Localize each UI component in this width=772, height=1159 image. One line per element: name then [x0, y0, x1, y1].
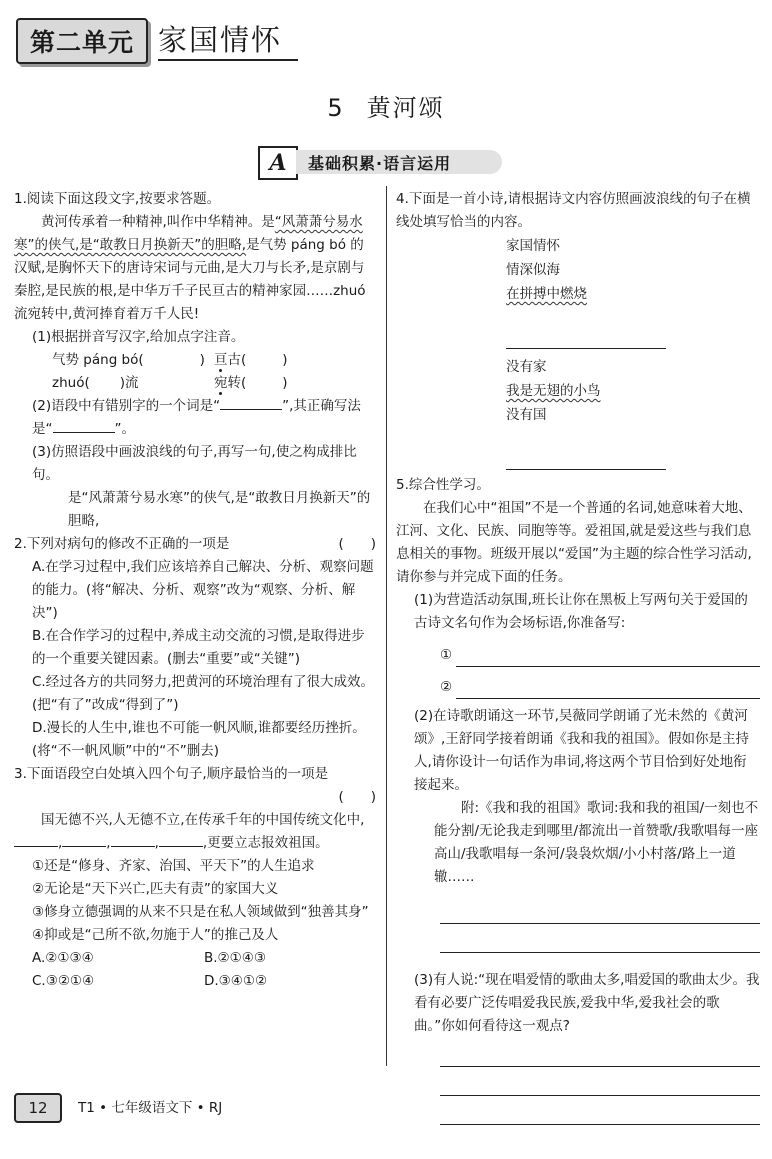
- q2-stem: 2.下列对病句的修改不正确的一项是 ( ): [14, 533, 376, 556]
- q2-option-c: C.经过各方的共同努力,把黄河的环境治理有了很大成效。(把“有了”改成“得到了”): [32, 674, 375, 713]
- poem-line-wavy: 在拼搏中燃烧: [506, 286, 587, 302]
- q3-options-row2: [14, 970, 376, 993]
- q5-answer-1[interactable]: ①: [396, 635, 760, 667]
- header-rule: [158, 59, 298, 61]
- q5-sub2-answer[interactable]: [396, 895, 760, 953]
- q5-sub1: (1)为营造活动氛围,班长让你在黑板上写两句关于爱国的古诗文名句作为会场标语,你准备写:: [414, 592, 748, 631]
- q5-sub3: (3)有人说:“现在唱爱情的歌曲太多,唱爱国的歌曲太少。我看有必要广泛传唱爱我民族,爱我中华,爱我社会的歌曲。”你如何看待这一观点?: [414, 972, 760, 1034]
- q5-answer-2[interactable]: ②: [396, 667, 760, 699]
- q1-passage: 黄河传承着一种精神,叫作中华精神。是“风萧萧兮易水寒”的侠气,是“敢教日月换新天”的胆略,是气势 páng bó 的汉赋,是胸怀天下的唐诗宋词与元曲,是大刀与长矛,是京剧与秦腔,是民族的根,是中华万千子民亘古的精神家园……zhuó 流宛转中,黄河捧育着万千人民!: [14, 214, 366, 322]
- footer-book-info: T1 • 七年级语文下 • RJ: [78, 1100, 223, 1116]
- section-banner: [258, 146, 508, 178]
- q5-stem: 5.综合性学习。: [396, 477, 490, 493]
- poem-line: 没有家: [506, 359, 547, 375]
- answer-blank[interactable]: [220, 409, 282, 410]
- q1-sub1-row1: 气势 páng bó( ) 亘古( ): [52, 352, 288, 368]
- poem-answer-line[interactable]: [506, 326, 666, 349]
- q3-item-4: ④抑或是“己所不欲,勿施于人”的推己及人: [32, 927, 279, 943]
- q3-paren-row: [14, 786, 376, 809]
- poem-line: 家国情怀: [506, 238, 560, 254]
- answer-blank[interactable]: [111, 846, 155, 847]
- q3-option-a[interactable]: A.②①③④: [32, 950, 94, 966]
- lesson-number: 5: [327, 94, 345, 122]
- q2-option-a: A.在学习过程中,我们应该培养自己解决、分析、观察问题的能力。(将“解决、分析、观察”改为“观察、分析、解决”): [32, 559, 374, 621]
- q1-sub1: (1)根据拼音写汉字,给加点字注音。: [32, 329, 245, 345]
- q3-item-3: ③修身立德强调的从来不只是在私人领域做到“独善其身”: [32, 904, 369, 920]
- q4-poem-stanza2: [396, 355, 760, 427]
- q1-sub3: (3)仿照语段中画波浪线的句子,再写一句,使之构成排比句。: [32, 444, 357, 483]
- q2-option-b: B.在合作学习的过程中,养成主动交流的习惯,是取得进步的一个重要关键因素。(删去“重要”或“关键”): [32, 628, 365, 667]
- unit-title: 家国情怀: [158, 23, 283, 57]
- unit-badge: 第二单元: [16, 18, 148, 64]
- q5-sub2: (2)在诗歌朗诵这一环节,吴薇同学朗诵了光未然的《黄河颂》,王舒同学接着朗诵《我和我的祖国》。假如你是主持人,请你设计一句话作为串词,将这两个节目恰到好处地衔接起来。: [414, 708, 750, 793]
- page-number: 12: [14, 1093, 62, 1123]
- q3-stem: 3.下面语段空白处填入四个句子,顺序最恰当的一项是: [14, 766, 329, 782]
- q5-sub2-lyric: 附:《我和我的祖国》歌词:我和我的祖国/一刻也不能分割/无论我走到哪里/都流出一首赞歌/我歌唱每一座高山/我歌唱每一条河/袅袅炊烟/小小村落/路上一道辙……: [434, 800, 759, 885]
- q1-sub2: (2)语段中有错别字的一个词是“ ”,其正确写法是“ ”。: [32, 398, 361, 437]
- dotted-char: 宛: [214, 375, 228, 391]
- section-title: 基础积累·语言运用: [296, 150, 502, 174]
- q1-stem: 1.阅读下面这段文字,按要求答题。: [14, 191, 221, 207]
- q1-sub3-example: 是“风萧萧兮易水寒”的侠气,是“敢教日月换新天”的胆略,: [68, 490, 371, 529]
- q1-sub1-row2: zhuó( )流 宛转( ): [52, 375, 288, 391]
- q3-options-row1: [14, 947, 376, 970]
- q4-stem: 4.下面是一首小诗,请根据诗文内容仿照画波浪线的句子在横线处填写恰当的内容。: [396, 191, 751, 230]
- q5-sub3-answer[interactable]: [396, 1038, 760, 1125]
- answer-blank[interactable]: [159, 846, 203, 847]
- q3-passage: 国无德不兴,人无德不立,在传承千年的中国传统文化中,, , , ,更要立志报效祖国。: [14, 809, 376, 855]
- answer-blank[interactable]: [14, 846, 58, 847]
- answer-blank[interactable]: [62, 846, 106, 847]
- poem-answer-line[interactable]: [506, 447, 666, 470]
- right-column: [396, 188, 760, 1125]
- q1-wavy-sentence: “风萧萧兮易水寒”的侠气,是“敢教日月换新天”的胆略,: [14, 214, 363, 253]
- q3-option-b[interactable]: B.②①④③: [204, 950, 266, 966]
- q4-poem-stanza1: [396, 234, 760, 306]
- answer-blank[interactable]: [53, 432, 115, 433]
- dotted-char: 亘: [214, 352, 228, 368]
- q2-option-d: D.漫长的人生中,谁也不可能一帆风顺,谁都要经历挫折。(将“不一帆风顺”中的“不”删去): [32, 720, 366, 759]
- answer-paren[interactable]: ( ): [338, 536, 376, 552]
- section-letter: A: [258, 146, 298, 180]
- left-column: [14, 188, 376, 993]
- lesson-title: [0, 88, 772, 123]
- q3-option-d[interactable]: D.③④①②: [204, 973, 268, 989]
- poem-line: 没有国: [506, 407, 547, 423]
- poem-line: 情深似海: [506, 262, 560, 278]
- answer-paren[interactable]: ( ): [338, 789, 376, 805]
- q3-option-c[interactable]: C.③②①④: [32, 973, 95, 989]
- poem-line-wavy: 我是无翅的小鸟: [506, 383, 601, 399]
- q3-item-2: ②无论是“天下兴亡,匹夫有责”的家国大义: [32, 881, 279, 897]
- q3-item-1: ①还是“修身、齐家、治国、平天下”的人生追求: [32, 858, 315, 874]
- column-divider: [386, 186, 387, 1066]
- q5-intro: 在我们心中“祖国”不是一个普通的名词,她意味着大地、江河、文化、民族、同胞等等。爱祖国,就是爱这些与我们息息相关的事物。班级开展以“爱国”为主题的综合性学习活动,请你参与并完成下面的任务。: [396, 500, 752, 585]
- lesson-name: 黄河颂: [366, 94, 445, 122]
